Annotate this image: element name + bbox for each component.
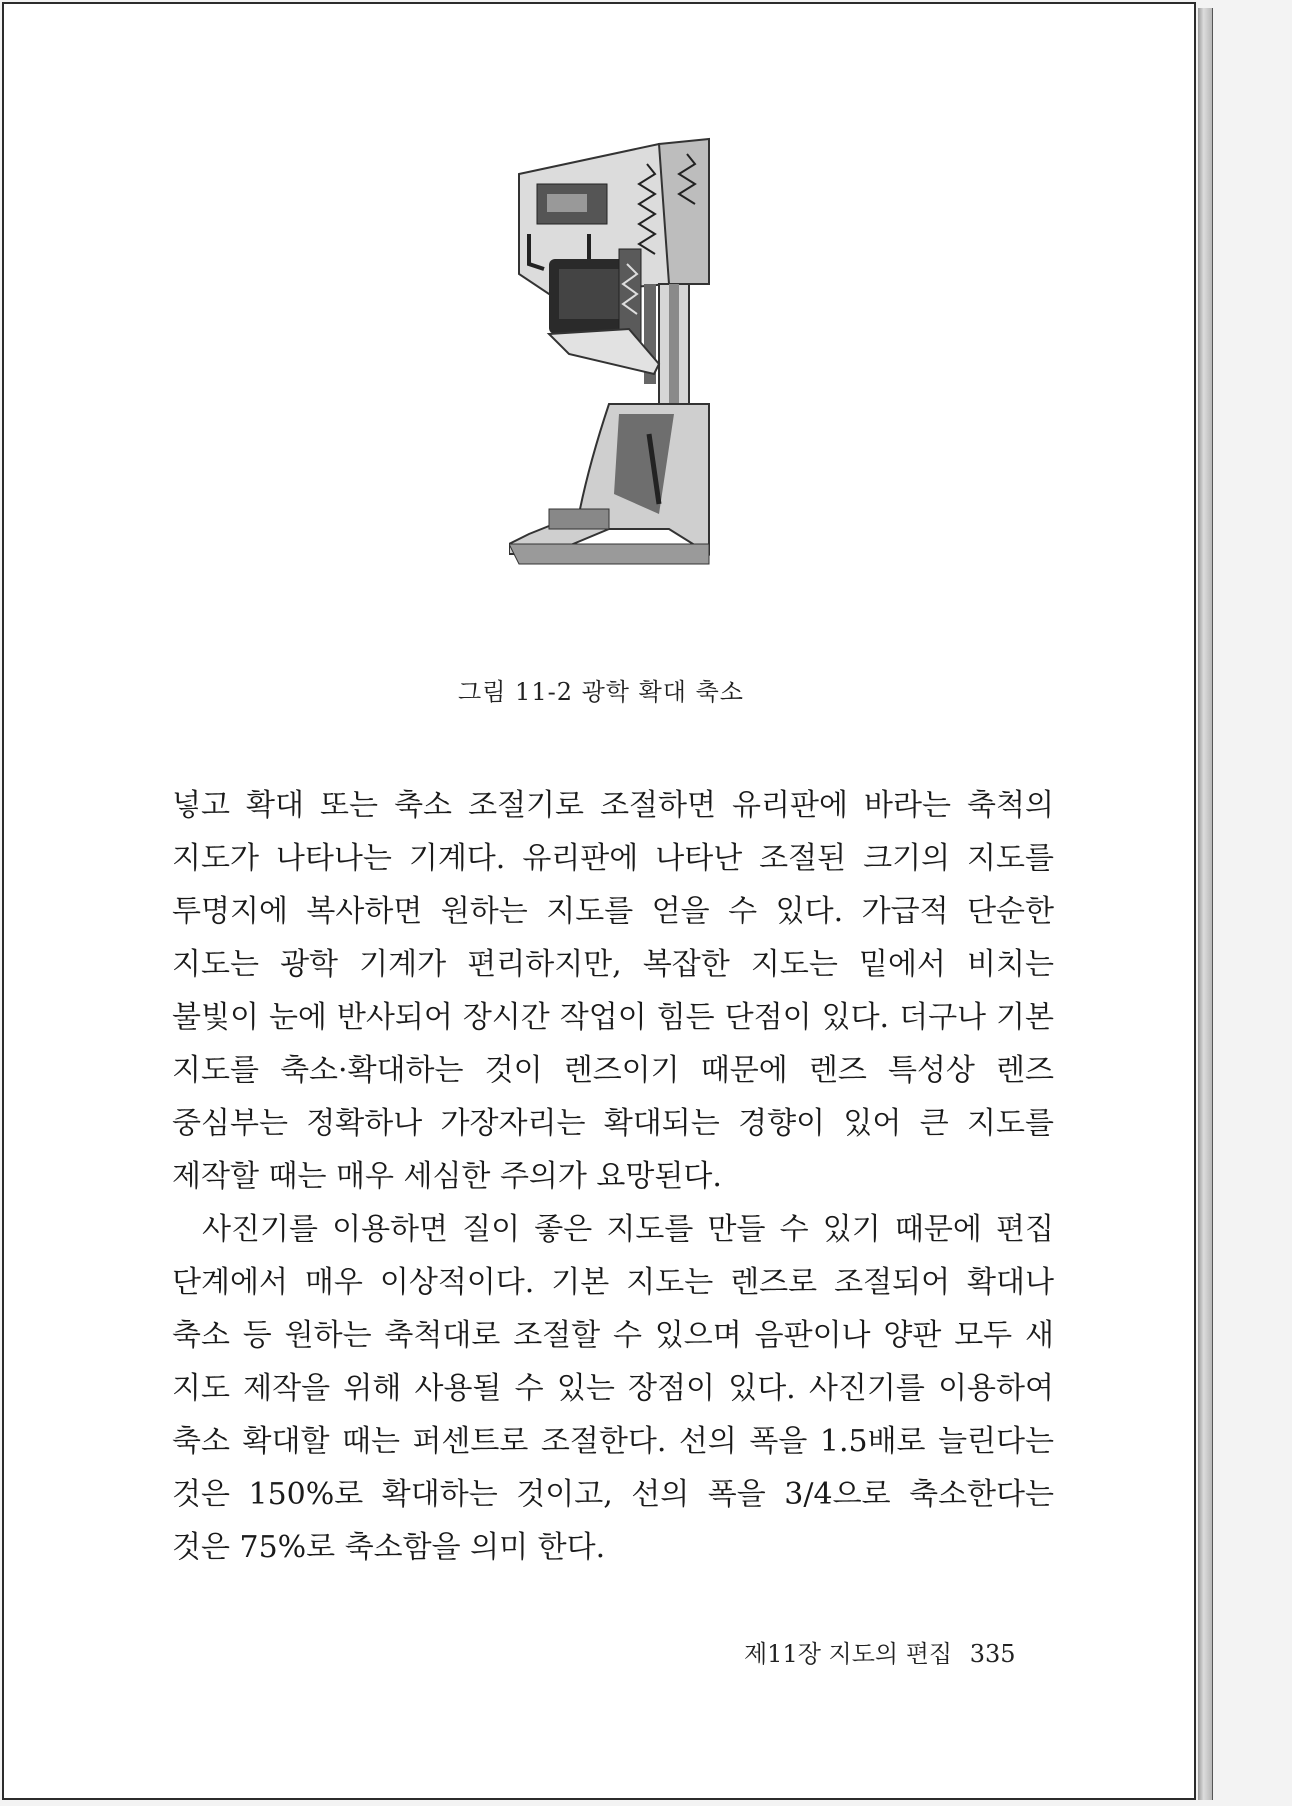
optical-enlarger-photo (509, 134, 739, 654)
page-number: 335 (969, 1640, 1016, 1668)
chapter-title: 제11장 지도의 편집 (744, 1640, 953, 1668)
page-edge (1198, 8, 1213, 1800)
paragraph-2: 사진기를 이용하면 질이 좋은 지도를 만들 수 있기 때문에 편집 단계에서 매우 이상적이다. 기본 지도는 렌즈로 조절되어 확대나 축소 등 원하는 축척대로 조절할 수 있으며 음판이나 양판 모두 새 지도 제작을 위해 사용될 수 있는 장점이 있다. 사진기를 이용하여 축소 확대할 때는 퍼센트로 조절한다. 선의 폭을 1.5배로 늘린다는 것은 150%로 확대하는 것이고, 선의 폭을 3/4으로 축소한다는 것은 75%로 축소함을 의미 한다. (172, 1212, 1054, 1565)
book-page (2, 2, 1196, 1800)
paragraph-1: 넣고 확대 또는 축소 조절기로 조절하면 유리판에 바라는 축척의 지도가 나타나는 기계다. 유리판에 나타난 조절된 크기의 지도를 투명지에 복사하면 원하는 지도를 얻을 수 있다. 가급적 단순한 지도는 광학 기계가 편리하지만, 복잡한 지도는 밑에서 비치는 불빛이 눈에 반사되어 장시간 작업이 힘든 단점이 있다. 더구나 기본 지도를 축소·확대하는 것이 렌즈이기 때문에 렌즈 특성상 렌즈 중심부는 정확하나 가장자리는 확대되는 경향이 있어 큰 지도를 제작할 때는 매우 세심한 주의가 요망된다. (172, 788, 1054, 1194)
figure-caption: 그림 11-2 광학 확대 축소 (458, 678, 744, 706)
body-text (172, 779, 1054, 1574)
figure (509, 134, 739, 654)
page-footer (744, 1634, 1016, 1669)
